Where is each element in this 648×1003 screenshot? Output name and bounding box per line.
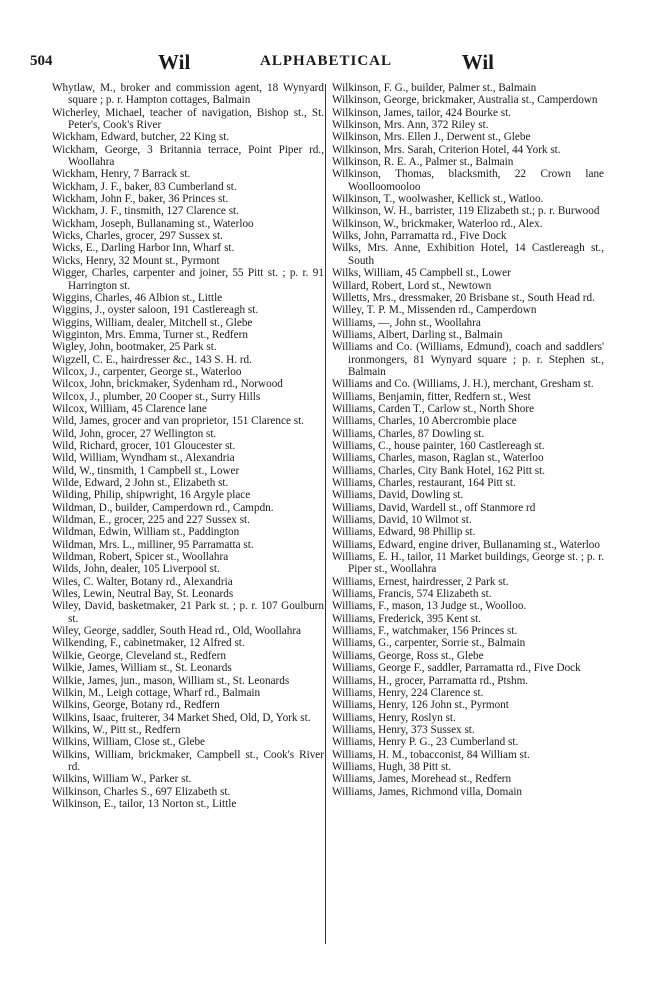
directory-entry: Williams, Edward, engine driver, Bullanaming st., Waterloo — [332, 538, 600, 551]
directory-entry: Williams, Francis, 574 Elizabeth st. — [332, 588, 492, 601]
directory-entry: Wiles, Lewin, Neutral Bay, St. Leonards — [52, 588, 234, 601]
directory-entry: Wicks, E., Darling Harbor Inn, Wharf st. — [52, 242, 235, 255]
directory-entry: Willard, Robert, Lord st., Newtown — [332, 279, 492, 292]
directory-entry: Wildman, Robert, Spicer st., Woollahra — [52, 551, 229, 564]
directory-entry: Williams, F., mason, 13 Judge st., Woolloo. — [332, 600, 527, 613]
directory-entry: Wigley, John, bootmaker, 25 Park st. — [52, 341, 217, 354]
directory-entry: Willey, T. P. M., Missenden rd., Camperdown — [332, 304, 537, 317]
directory-entry: Williams, Benjamin, fitter, Redfern st., West — [332, 390, 531, 403]
directory-entry: Willetts, Mrs., dressmaker, 20 Brisbane st., South Head rd. — [332, 291, 595, 304]
directory-entry: Wildman, E., grocer, 225 and 227 Sussex st. — [52, 514, 250, 527]
directory-entry: Wilkins, William W., Parker st. — [52, 773, 192, 786]
directory-entry: Wilkinson, Charles S., 697 Elizabeth st. — [52, 785, 231, 798]
directory-entry: Wilde, Edward, 2 John st., Elizabeth st. — [52, 477, 229, 489]
directory-entry: Williams, G., carpenter, Sorrie st., Balmain — [332, 637, 526, 650]
directory-entry: Williams, Henry, 224 Clarence st. — [332, 686, 484, 699]
directory-entry: Wildman, Edwin, William st., Paddington — [52, 526, 240, 539]
directory-entry: Wilks, William, 45 Campbell st., Lower — [332, 267, 511, 280]
page-title: ALPHABETICAL — [259, 53, 393, 69]
directory-entry: Wilkinson, Mrs. Ellen J., Derwent st., Glebe — [332, 131, 531, 144]
directory-entry: Williams, Charles, 10 Abercrombie place — [332, 415, 517, 428]
page-header — [30, 50, 622, 74]
directory-entry: Wilding, Philip, shipwright, 16 Argyle place — [52, 489, 251, 502]
directory-entry: Wickham, John F., baker, 36 Princes st. — [52, 193, 229, 206]
directory-entry: Wilkinson, George, brickmaker, Australia st., Camperdown — [332, 94, 598, 107]
directory-entry: Williams, Edward, 98 Phillip st. — [332, 526, 476, 539]
column-divider — [325, 84, 326, 944]
directory-entry: Williams, George, Ross st., Glebe — [332, 649, 484, 662]
directory-entry: Wilkins, George, Botany rd., Redfern — [52, 699, 220, 712]
directory-entry: Wickham, Joseph, Bullanaming st., Waterloo — [52, 217, 254, 230]
directory-entry: Wilkinson, James, tailor, 424 Bourke st. — [332, 106, 512, 119]
directory-entry: Wilkie, James, William st., St. Leonards — [52, 662, 232, 675]
directory-entry: Williams, H., grocer, Parramatta rd., Ptshm. — [332, 674, 529, 687]
directory-entry: Williams, Albert, Darling st., Balmain — [332, 328, 503, 341]
directory-entry: Wilcox, John, brickmaker, Sydenham rd., Norwood — [52, 378, 283, 391]
directory-entry: Wilkinson, Mrs. Sarah, Criterion Hotel, 44 York st. — [332, 143, 561, 156]
directory-entry: Wilds, John, dealer, 105 Liverpool st. — [52, 563, 220, 576]
directory-entry: Williams, Henry, 373 Sussex st. — [332, 723, 475, 736]
directory-entry: Wicks, Henry, 32 Mount st., Pyrmont — [52, 254, 220, 267]
directory-entry: Wildman, Mrs. L., milliner, 95 Parramatta st. — [52, 538, 254, 551]
directory-entry: Wickham, J. F., tinsmith, 127 Clarence st. — [52, 205, 239, 218]
directory-entry: Wilkinson, T., woolwasher, Kellick st., Watloo. — [332, 193, 544, 206]
directory-entry: Wiley, David, basketmaker, 21 Park st. ; p. r. 107 Goulburn st. — [52, 600, 324, 625]
directory-entry: Wicks, Charles, grocer, 297 Sussex st. — [52, 230, 223, 243]
directory-entry: Williams, Charles, 87 Dowling st. — [332, 427, 485, 440]
page-number: 504 — [30, 53, 53, 69]
directory-entry: Wilkinson, E., tailor, 13 Norton st., Little — [52, 797, 237, 810]
directory-entry: Williams, Hugh, 38 Pitt st. — [332, 760, 452, 773]
directory-entry: Wilkinson, W. H., barrister, 119 Elizabeth st.; p. r. Burwood — [332, 205, 600, 218]
directory-entry: Wilkins, William, Close st., Glebe — [52, 736, 206, 749]
directory-entry: Williams, Carden T., Carlow st., North Shore — [332, 402, 535, 415]
directory-entry: Wiggins, J., oyster saloon, 191 Castlereagh st. — [52, 304, 259, 317]
directory-entry: Wilkie, James, jun., mason, William st., St. Leonards — [52, 674, 290, 687]
directory-entry: Williams, Henry, Roslyn st. — [332, 711, 456, 724]
directory-entry: Wilkinson, R. E. A., Palmer st., Balmain — [332, 156, 514, 169]
directory-entry: Wilcox, J., carpenter, George st., Waterloo — [52, 365, 242, 378]
left-running-head: Wil — [158, 50, 191, 74]
directory-entry: Wigger, Charles, carpenter and joiner, 55 Pitt st. ; p. r. 91 Harrington st. — [52, 267, 324, 292]
directory-entry: Wilcox, William, 45 Clarence lane — [52, 402, 207, 415]
directory-entry: Wickham, Henry, 7 Barrack st. — [52, 168, 191, 181]
directory-entry: Williams, Charles, restaurant, 164 Pitt st. — [332, 477, 516, 489]
directory-entry: Wilks, Mrs. Anne, Exhibition Hotel, 14 Castlereagh st., South — [332, 242, 604, 267]
directory-entry: Wild, W., tinsmith, 1 Campbell st., Lower — [52, 464, 240, 477]
directory-entry: Wild, Richard, grocer, 101 Gloucester st. — [52, 439, 236, 452]
directory-entry: Wiley, George, saddler, South Head rd., Old, Woollahra — [52, 625, 302, 638]
directory-entry: Wigginton, Mrs. Emma, Turner st., Redfern — [52, 328, 248, 341]
left-column — [52, 82, 324, 810]
directory-entry: Wilkins, W., Pitt st., Redfern — [52, 723, 181, 736]
directory-entry: Wilkins, William, brickmaker, Campbell st., Cook's River rd. — [52, 748, 324, 773]
directory-entry: Wickham, J. F., baker, 83 Cumberland st. — [52, 180, 237, 193]
directory-entry: Williams, Charles, mason, Raglan st., Waterloo — [332, 452, 544, 465]
directory-entry: Wickham, Edward, butcher, 22 King st. — [52, 131, 230, 144]
directory-entry: Williams, Charles, City Bank Hotel, 162 Pitt st. — [332, 464, 546, 477]
directory-entry: Williams, H. M., tobacconist, 84 William st. — [332, 748, 530, 761]
directory-entry: Williams, George F., saddler, Parramatta rd., Five Dock — [332, 662, 581, 675]
directory-entry: Wilkending, F., cabinetmaker, 12 Alfred st. — [52, 637, 245, 650]
directory-entry: Wickham, George, 3 Britannia terrace, Point Piper rd., Woollahra — [52, 143, 324, 169]
directory-entry: Wilkinson, Thomas, blacksmith, 22 Crown lane Woolloomooloo — [332, 168, 604, 193]
directory-entry: Williams, James, Richmond villa, Domain — [332, 785, 523, 798]
right-running-head: Wil — [461, 50, 494, 74]
directory-entry: Wilkinson, F. G., builder, Palmer st., Balmain — [332, 82, 537, 94]
directory-entry: Whytlaw, M., broker and commission agent, 18 Wynyard square ; p. r. Hampton cottages, Balmain — [52, 82, 324, 107]
directory-entry: Wilkie, George, Cleveland st., Redfern — [52, 649, 226, 662]
right-column — [332, 82, 604, 798]
directory-entry: Wild, James, grocer and van proprietor, 151 Clarence st. — [52, 415, 304, 428]
directory-entry: Williams and Co. (Williams, Edmund), coach and saddlers' ironmongers, 81 Wynyard square ; p. r. Stephen st., Balmain — [332, 341, 604, 378]
directory-entry: Williams, David, Wardell st., off Stanmore rd — [332, 501, 536, 514]
directory-entry: Wilkins, Isaac, fruiterer, 34 Market Shed, Old, D, York st. — [52, 711, 311, 724]
directory-entry: Williams, F., watchmaker, 156 Princes st. — [332, 625, 518, 638]
directory-entry: Williams, Ernest, hairdresser, 2 Park st. — [332, 575, 509, 588]
directory-entry: Wiggins, Charles, 46 Albion st., Little — [52, 291, 223, 304]
directory-entry: Williams and Co. (Williams, J. H.), merchant, Gresham st. — [332, 378, 594, 391]
directory-entry: Wildman, D., builder, Camperdown rd., Campdn. — [52, 501, 274, 514]
directory-entry: Wiggins, William, dealer, Mitchell st., Glebe — [52, 316, 253, 329]
directory-entry: Wilcox, J., plumber, 20 Cooper st., Surry Hills — [52, 390, 261, 403]
directory-entry: Williams, Frederick, 395 Kent st. — [332, 612, 481, 625]
directory-entry: Williams, David, Dowling st. — [332, 489, 464, 502]
directory-entry: Wicherley, Michael, teacher of navigation, Bishop st., St. Peter's, Cook's River — [52, 106, 324, 132]
directory-entry: Wilkinson, Mrs. Ann, 372 Riley st. — [332, 119, 489, 132]
directory-entry: Wilkinson, W., brickmaker, Waterloo rd., Alex. — [332, 217, 543, 230]
directory-entry: Williams, Henry P. G., 23 Cumberland st. — [332, 736, 519, 749]
directory-entry: Williams, —, John st., Woollahra — [332, 316, 481, 329]
directory-entry: Wilks, John, Parramatta rd., Five Dock — [332, 230, 507, 243]
directory-entry: Wigzell, C. E., hairdresser &c., 143 S. H. rd. — [52, 353, 252, 366]
directory-entry: Wilkin, M., Leigh cottage, Wharf rd., Balmain — [52, 686, 261, 699]
directory-entry: Wiles, C. Walter, Botany rd., Alexandria — [52, 575, 233, 588]
directory-entry: Williams, C., house painter, 160 Castlereagh st. — [332, 439, 545, 452]
directory-entry: Williams, Henry, 126 John st., Pyrmont — [332, 699, 509, 712]
directory-entry: Williams, E. H., tailor, 11 Market buildings, George st. ; p. r. Piper st., Woollahra — [332, 551, 604, 576]
directory-entry: Williams, David, 10 Wilmot st. — [332, 514, 472, 527]
directory-entry: Williams, James, Morehead st., Redfern — [332, 773, 512, 786]
directory-entry: Wild, John, grocer, 27 Wellington st. — [52, 427, 217, 440]
directory-entry: Wild, William, Wyndham st., Alexandria — [52, 452, 235, 465]
